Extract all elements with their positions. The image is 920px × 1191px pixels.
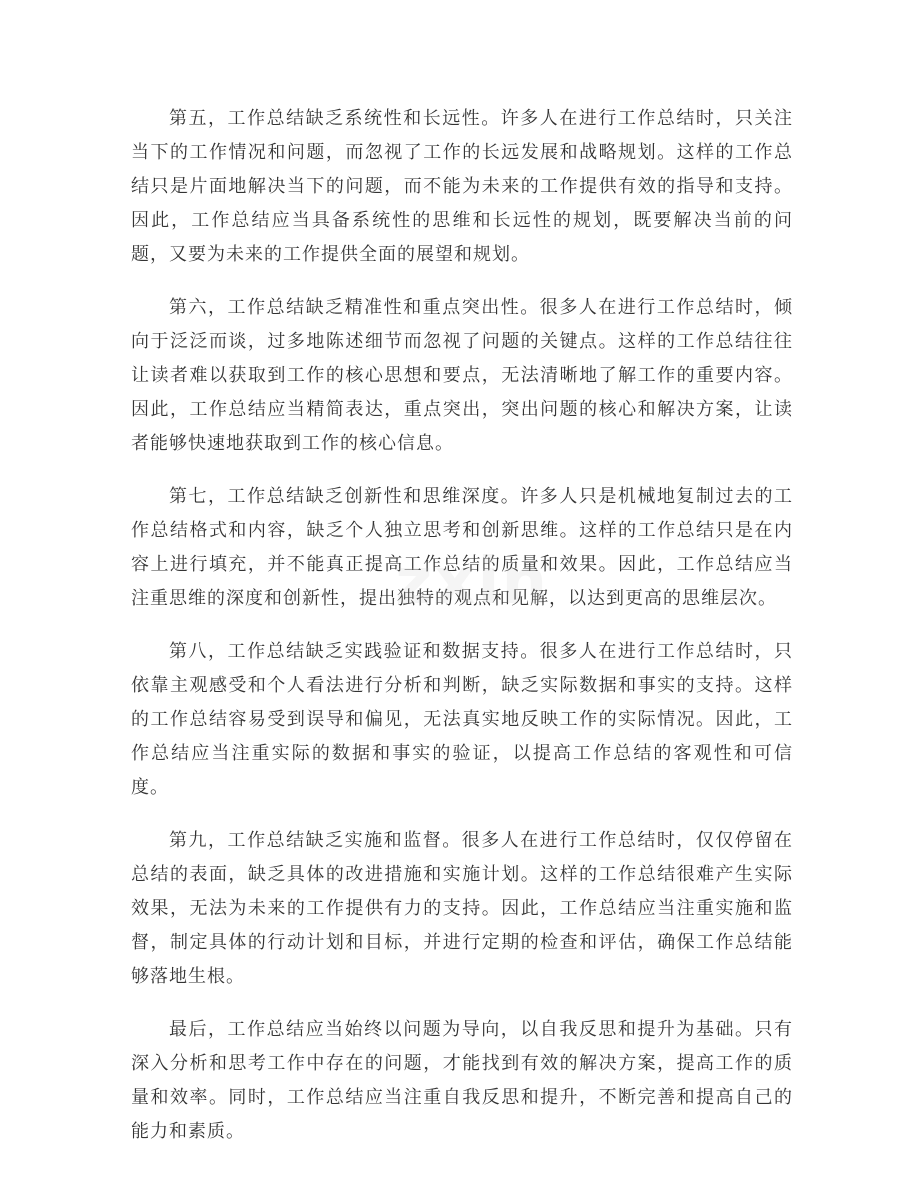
paragraph-seventh: 第七，工作总结缺乏创新性和思维深度。许多人只是机械地复制过去的工作总结格式和内容，缺乏个人独立思考和创新思维。这样的工作总结只是在内容上进行填充，并不能真正提高工作总结的质量和效果。因此，工作总结应当注重思维的深度和创新性，提出独特的观点和见解，以达到更高的思维层次。 bbox=[131, 486, 793, 609]
paragraph-final: 最后，工作总结应当始终以问题为导向，以自我反思和提升为基础。只有深入分析和思考工作中存在的问题，才能找到有效的解决方案，提高工作的质量和效率。同时，工作总结应当注重自我反思和提升，不断完善和提高自己的能力和素质。 bbox=[131, 1019, 793, 1142]
document-body bbox=[131, 102, 793, 1168]
watermark: zxin bbox=[395, 545, 550, 619]
paragraph-sixth: 第六，工作总结缺乏精准性和重点突出性。很多人在进行工作总结时，倾向于泛泛而谈，过多地陈述细节而忽视了问题的关键点。这样的工作总结往往让读者难以获取到工作的核心思想和要点，无法清晰地了解工作的重要内容。因此，工作总结应当精简表达，重点突出，突出问题的核心和解决方案，让读者能够快速地获取到工作的核心信息。 bbox=[131, 297, 793, 454]
paragraph-fifth: 第五，工作总结缺乏系统性和长远性。许多人在进行工作总结时，只关注当下的工作情况和问题，而忽视了工作的长远发展和战略规划。这样的工作总结只是片面地解决当下的问题，而不能为未来的工作提供有效的指导和支持。因此，工作总结应当具备系统性的思维和长远性的规划，既要解决当前的问题，又要为未来的工作提供全面的展望和规划。 bbox=[131, 108, 793, 265]
paragraph-ninth: 第九，工作总结缺乏实施和监督。很多人在进行工作总结时，仅仅停留在总结的表面，缺乏具体的改进措施和实施计划。这样的工作总结很难产生实际效果，无法为未来的工作提供有力的支持。因此，工作总结应当注重实施和监督，制定具体的行动计划和目标，并进行定期的检查和评估，确保工作总结能够落地生根。 bbox=[131, 830, 793, 987]
paragraph-eighth: 第八，工作总结缺乏实践验证和数据支持。很多人在进行工作总结时，只依靠主观感受和个人看法进行分析和判断，缺乏实际数据和事实的支持。这样的工作总结容易受到误导和偏见，无法真实地反映工作的实际情况。因此，工作总结应当注重实际的数据和事实的验证，以提高工作总结的客观性和可信度。 bbox=[131, 641, 793, 798]
